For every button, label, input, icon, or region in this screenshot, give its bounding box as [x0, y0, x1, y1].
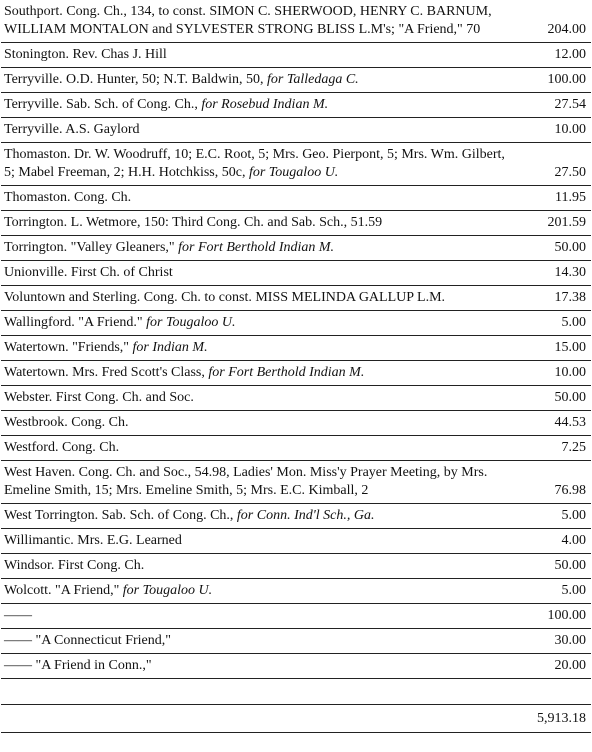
- entry-amount: 201.59: [513, 211, 591, 236]
- ledger-row: [1, 504, 591, 529]
- entry-amount: 14.30: [513, 261, 591, 286]
- ledger-row: [1, 629, 591, 654]
- entry-description: [1, 0, 513, 43]
- entry-designation: for Rosebud Indian M.: [201, 97, 329, 112]
- ledger-row: [1, 436, 591, 461]
- entry-designation: for Tougaloo U.: [122, 583, 213, 598]
- ledger-row: [1, 118, 591, 143]
- entry-description: [1, 68, 513, 93]
- entry-description: [1, 286, 513, 311]
- entry-description: [1, 186, 513, 211]
- entry-description: [1, 336, 513, 361]
- entry-description: [1, 236, 513, 261]
- entry-amount: 11.95: [513, 186, 591, 211]
- blank-cell: [1, 679, 513, 705]
- entry-amount: 100.00: [513, 68, 591, 93]
- donation-ledger-table: [1, 0, 591, 733]
- entry-amount: 5.00: [513, 311, 591, 336]
- entry-amount: 20.00: [513, 654, 591, 679]
- entry-description: [1, 579, 513, 604]
- entry-description: [1, 386, 513, 411]
- entry-designation: for Talledaga C.: [267, 72, 359, 87]
- entry-text: Watertown. Mrs. Fred Scott's Class,: [4, 365, 209, 380]
- entry-text: Westbrook. Cong. Ch.: [4, 415, 129, 430]
- entry-designation: for Fort Berthold Indian M.: [208, 365, 365, 380]
- entry-amount: 12.00: [513, 43, 591, 68]
- entry-text: Southport. Cong. Ch., 134, to const. SIMON C. SHERWOOD, HENRY C. BARNUM, WILLIAM MONTALON and SYLVESTER STRONG BLISS L.M's; "A Friend," 70: [4, 4, 492, 37]
- entry-text: Watertown. "Friends,": [4, 340, 133, 355]
- ledger-row: [1, 461, 591, 504]
- entry-description: [1, 411, 513, 436]
- entry-amount: 10.00: [513, 118, 591, 143]
- entry-description: [1, 211, 513, 236]
- entry-description: [1, 43, 513, 68]
- entry-description: [1, 604, 513, 629]
- entry-text: Westford. Cong. Ch.: [4, 440, 120, 455]
- ledger-row: [1, 579, 591, 604]
- ledger-row: [1, 236, 591, 261]
- entry-amount: 4.00: [513, 529, 591, 554]
- entry-amount: 50.00: [513, 386, 591, 411]
- entry-designation: for Conn. Ind'l Sch., Ga.: [236, 508, 375, 523]
- ledger-row: [1, 0, 591, 43]
- entry-text: West Torrington. Sab. Sch. of Cong. Ch.,: [4, 508, 237, 523]
- entry-text: Terryville. A.S. Gaylord: [4, 122, 140, 137]
- entry-amount: 76.98: [513, 461, 591, 504]
- ledger-row: [1, 529, 591, 554]
- entry-amount: 17.38: [513, 286, 591, 311]
- entry-text: Webster. First Cong. Ch. and Soc.: [4, 390, 194, 405]
- entry-amount: 100.00: [513, 604, 591, 629]
- entry-amount: 50.00: [513, 236, 591, 261]
- entry-description: [1, 93, 513, 118]
- entry-text: Torrington. "Valley Gleaners,": [4, 240, 179, 255]
- entry-description: [1, 554, 513, 579]
- entry-description: [1, 461, 513, 504]
- entry-description: [1, 311, 513, 336]
- ledger-row: [1, 386, 591, 411]
- blank-row: [1, 679, 591, 705]
- total-amount: 5,913.18: [513, 705, 591, 733]
- ledger-row: [1, 311, 591, 336]
- entry-amount: 27.50: [513, 143, 591, 186]
- entry-amount: 7.25: [513, 436, 591, 461]
- total-label-cell: [1, 705, 513, 733]
- ledger-row: [1, 604, 591, 629]
- entry-text: Wolcott. "A Friend,": [4, 583, 123, 598]
- blank-cell: [513, 679, 591, 705]
- entry-description: [1, 504, 513, 529]
- entry-designation: for Indian M.: [132, 340, 208, 355]
- ledger-row: [1, 654, 591, 679]
- entry-description: [1, 629, 513, 654]
- entry-text: ——: [4, 608, 32, 623]
- entry-designation: for Fort Berthold Indian M.: [178, 240, 335, 255]
- entry-description: [1, 654, 513, 679]
- entry-amount: 10.00: [513, 361, 591, 386]
- entry-text: West Haven. Cong. Ch. and Soc., 54.98, Ladies' Mon. Miss'y Prayer Meeting, by Mrs. Emeline Smith, 15; Mrs. Emeline Smith, 5; Mrs. E.C. Kimball, 2: [4, 465, 488, 498]
- entry-text: Unionville. First Ch. of Christ: [4, 265, 173, 280]
- ledger-row: [1, 68, 591, 93]
- entry-text: —— "A Friend in Conn.,": [4, 658, 152, 673]
- entry-text: Terryville. O.D. Hunter, 50; N.T. Baldwin, 50,: [4, 72, 267, 87]
- entry-text: Torrington. L. Wetmore, 150: Third Cong. Ch. and Sab. Sch., 51.59: [4, 215, 383, 230]
- entry-description: [1, 118, 513, 143]
- entry-designation: for Tougaloo U.: [248, 165, 339, 180]
- ledger-body: [1, 0, 591, 733]
- entry-amount: 27.54: [513, 93, 591, 118]
- entry-text: Willimantic. Mrs. E.G. Learned: [4, 533, 182, 548]
- ledger-row: [1, 286, 591, 311]
- ledger-row: [1, 93, 591, 118]
- ledger-row: [1, 261, 591, 286]
- ledger-row: [1, 43, 591, 68]
- total-row: [1, 705, 591, 733]
- ledger-row: [1, 186, 591, 211]
- ledger-row: [1, 361, 591, 386]
- entry-amount: 204.00: [513, 0, 591, 43]
- entry-designation: for Tougaloo U.: [146, 315, 236, 330]
- entry-amount: 5.00: [513, 579, 591, 604]
- entry-amount: 44.53: [513, 411, 591, 436]
- entry-description: [1, 361, 513, 386]
- entry-amount: 5.00: [513, 504, 591, 529]
- entry-text: Windsor. First Cong. Ch.: [4, 558, 145, 573]
- entry-amount: 30.00: [513, 629, 591, 654]
- ledger-row: [1, 336, 591, 361]
- entry-text: Terryville. Sab. Sch. of Cong. Ch.,: [4, 97, 202, 112]
- entry-amount: 15.00: [513, 336, 591, 361]
- entry-text: Voluntown and Sterling. Cong. Ch. to const. MISS MELINDA GALLUP L.M.: [4, 290, 446, 305]
- entry-text: Stonington. Rev. Chas J. Hill: [4, 47, 167, 62]
- entry-description: [1, 529, 513, 554]
- entry-text: Wallingford. "A Friend.": [4, 315, 147, 330]
- ledger-row: [1, 211, 591, 236]
- entry-amount: 50.00: [513, 554, 591, 579]
- entry-text: —— "A Connecticut Friend,": [4, 633, 171, 648]
- entry-text: Thomaston. Dr. W. Woodruff, 10; E.C. Root, 5; Mrs. Geo. Pierpont, 5; Mrs. Wm. Gilbert, 5; Mabel Freeman, 2; H.H. Hotchkiss, 50c,: [4, 147, 505, 180]
- entry-text: Thomaston. Cong. Ch.: [4, 190, 132, 205]
- entry-description: [1, 261, 513, 286]
- entry-description: [1, 143, 513, 186]
- ledger-row: [1, 143, 591, 186]
- entry-description: [1, 436, 513, 461]
- ledger-row: [1, 554, 591, 579]
- ledger-row: [1, 411, 591, 436]
